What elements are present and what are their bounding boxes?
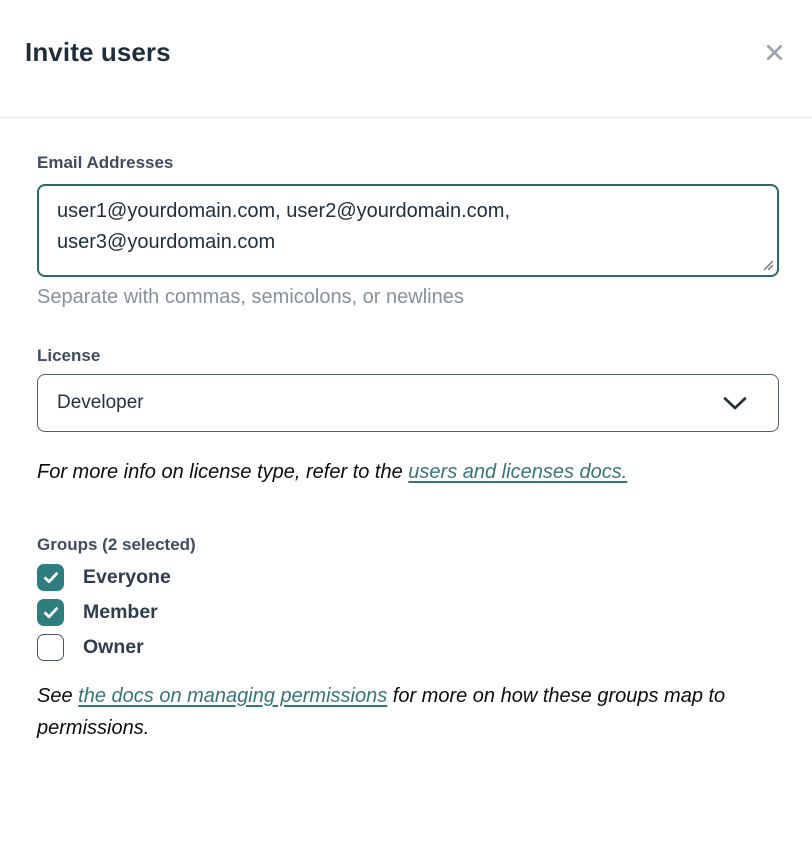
chevron-down-icon xyxy=(723,397,747,410)
groups-footer-prefix: See xyxy=(37,685,79,707)
groups-footer-suffix: for more on how these groups map to permissions. xyxy=(37,685,726,739)
checkbox-owner[interactable] xyxy=(37,634,64,661)
license-info-prefix: For more info on license type, refer to the xyxy=(37,461,409,483)
license-select[interactable] xyxy=(37,374,779,432)
email-section xyxy=(37,152,779,309)
group-row-everyone[interactable] xyxy=(37,564,779,591)
group-label-everyone: Everyone xyxy=(83,566,171,588)
close-button[interactable] xyxy=(763,41,786,64)
group-label-owner: Owner xyxy=(83,636,144,658)
email-addresses-label: Email Addresses xyxy=(37,153,174,172)
groups-footer-text xyxy=(37,680,742,744)
dialog-header xyxy=(0,0,812,118)
license-label: License xyxy=(37,346,101,365)
email-addresses-input[interactable] xyxy=(37,184,779,277)
email-addresses-field xyxy=(37,184,779,277)
checkbox-everyone[interactable] xyxy=(37,564,64,591)
license-info-text xyxy=(37,456,779,488)
license-selected-value: Developer xyxy=(57,392,144,413)
license-section xyxy=(37,345,779,488)
email-helper-text: Separate with commas, semicolons, or newlines xyxy=(37,286,464,308)
check-icon xyxy=(43,603,58,619)
groups-label: Groups (2 selected) xyxy=(37,535,196,554)
users-licenses-docs-link[interactable]: users and licenses docs. xyxy=(408,461,628,483)
group-row-member[interactable] xyxy=(37,599,779,626)
resize-handle-icon[interactable] xyxy=(761,258,774,271)
group-row-owner[interactable] xyxy=(37,634,779,661)
groups-section xyxy=(37,534,779,744)
dialog-title: Invite users xyxy=(25,37,171,67)
check-icon xyxy=(43,568,58,584)
checkbox-member[interactable] xyxy=(37,599,64,626)
group-label-member: Member xyxy=(83,601,158,623)
managing-permissions-docs-link[interactable]: the docs on managing permissions xyxy=(78,685,388,707)
close-icon xyxy=(763,41,786,64)
dialog-body xyxy=(0,152,812,744)
